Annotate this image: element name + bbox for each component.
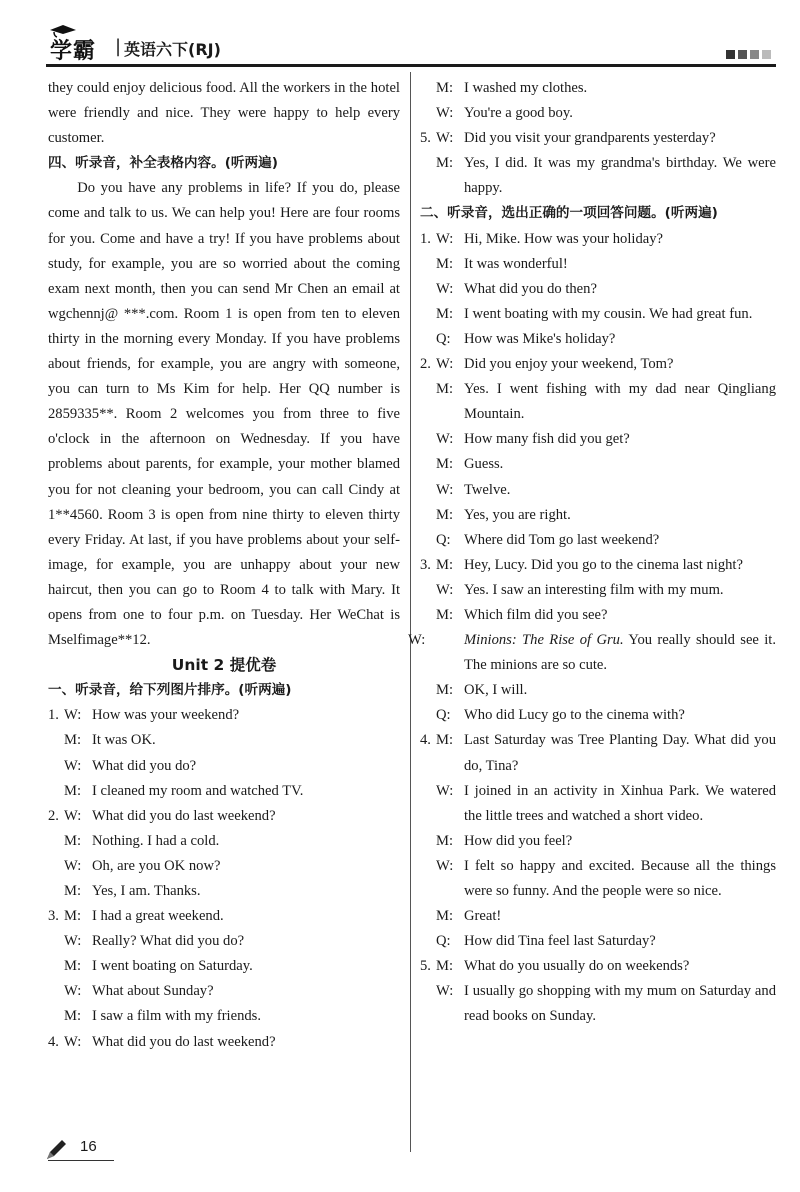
page-number: 16 (80, 1138, 97, 1155)
utterance: What did you do then? (464, 280, 597, 297)
dialog (48, 703, 400, 803)
dialog-line (420, 452, 776, 477)
dialog-list (408, 227, 776, 1030)
speaker: M: (64, 883, 82, 899)
dialog-line (48, 754, 400, 779)
header-block (750, 50, 759, 59)
speaker: W: (436, 782, 454, 799)
line-body (436, 427, 776, 452)
speaker: M: (436, 381, 454, 398)
line-body (436, 101, 776, 126)
speaker: W: (64, 983, 82, 1000)
utterance: I went boating on Saturday. (92, 958, 253, 975)
line-body (436, 528, 776, 553)
speaker: W: (436, 230, 454, 247)
utterance: How was Mike's holiday? (464, 330, 616, 347)
speaker: M: (64, 908, 82, 925)
dialog-line (48, 829, 400, 854)
subject-label: 英语六下(RJ) (124, 40, 221, 59)
line-body (436, 954, 776, 979)
utterance: Who did Lucy go to the cinema with? (464, 707, 685, 724)
dialog-list (48, 703, 400, 1054)
speaker: M: (64, 782, 82, 799)
speaker: W: (64, 857, 82, 874)
speaker: M: (436, 732, 454, 749)
section-heading: 二、听录音，选出正确的一项回答问题。(听两遍) (420, 205, 718, 222)
utterance: Where did Tom go last weekend? (464, 531, 660, 548)
speaker: M: (436, 958, 454, 975)
dialog-line (420, 277, 776, 302)
line-body (436, 478, 776, 503)
dialog-line (48, 954, 400, 979)
utterance: Which film did you see? (464, 606, 608, 623)
dialog-line (48, 929, 400, 954)
line-body (64, 854, 400, 879)
dialog-line (420, 779, 776, 829)
dialog-line (420, 603, 776, 628)
line-body (64, 728, 400, 753)
speaker: M: (64, 1008, 82, 1025)
utterance: How did you feel? (464, 832, 573, 849)
speaker: M: (436, 908, 454, 925)
line-body (436, 678, 776, 703)
speaker: M: (436, 456, 454, 473)
utterance: Last Saturday was Tree Planting Day. What did you do, Tina? (464, 732, 776, 774)
line-body (436, 929, 776, 954)
utterance: I usually go shopping with my mum on Saturday and read books on Sunday. (464, 983, 776, 1025)
dialog-line (420, 528, 776, 553)
line-body (436, 452, 776, 477)
utterance: It was wonderful! (464, 255, 568, 272)
utterance: Yes. I went fishing with my dad near Qingliang Mountain. (464, 381, 776, 423)
speaker: M: (436, 80, 454, 96)
speaker: M: (64, 732, 82, 749)
line-body (64, 804, 400, 829)
dialog-line (420, 678, 776, 703)
utterance: Guess. (464, 456, 504, 473)
paragraph: they could enjoy delicious food. All the workers in the hotel were friendly and nice. They were happy to help every customer. (48, 80, 400, 147)
speaker: W: (436, 581, 454, 598)
dialog-line (420, 227, 776, 252)
header-separator: | (115, 36, 122, 57)
dialog-line (420, 578, 776, 603)
utterance: I went boating with my cousin. We had great fun. (464, 305, 753, 322)
dialog-line (420, 252, 776, 277)
dialog-line (420, 377, 776, 427)
dialog (420, 227, 776, 352)
item-number: 5. (420, 958, 431, 975)
film-title: Minions: The Rise of Gru. (464, 632, 624, 649)
line-body (408, 628, 776, 678)
line-body (436, 703, 776, 728)
speaker: W: (436, 280, 454, 297)
speaker: W: (64, 1033, 82, 1050)
utterance: Did you visit your grandparents yesterday? (464, 130, 716, 147)
line-body (436, 151, 776, 201)
utterance: You really should see it. The minions are so cute. (464, 632, 776, 674)
speaker: W: (436, 857, 454, 874)
speaker: W: (64, 933, 82, 950)
dialog-line (420, 979, 776, 1029)
dialog (48, 804, 400, 904)
utterance: How was your weekend? (92, 707, 240, 724)
utterance: Oh, are you OK now? (92, 857, 221, 874)
speaker: M: (436, 606, 454, 623)
unit-title: Unit 2 提优卷 (171, 656, 277, 675)
utterance: What did you do? (92, 757, 197, 774)
line-body (436, 829, 776, 854)
dialog-line (420, 929, 776, 954)
speaker: W: (64, 707, 82, 724)
line-body (64, 979, 400, 1004)
left-column (48, 76, 400, 1055)
utterance: Hi, Mike. How was your holiday? (464, 230, 664, 247)
dialog-line (420, 126, 776, 151)
dialog-line (48, 1004, 400, 1029)
brand-logo: 学霸 (50, 39, 97, 64)
line-body (64, 703, 400, 728)
line-body (64, 779, 400, 804)
utterance: Great! (464, 908, 502, 925)
speaker: Q: (436, 531, 451, 548)
utterance: Really? What did you do? (92, 933, 245, 950)
utterance: Yes, I did. It was my grandma's birthday. We were happy. (464, 155, 776, 197)
dialog (420, 728, 776, 954)
line-body (64, 904, 400, 929)
dialog-line (48, 904, 400, 929)
dialog-line (420, 553, 776, 578)
utterance: I saw a film with my friends. (92, 1008, 262, 1025)
utterance: I joined in an activity in Xinhua Park. We watered the little trees and watched a short video. (464, 782, 776, 824)
item-number: 1. (48, 707, 59, 724)
dialog-line (48, 703, 400, 728)
speaker: W: (64, 807, 82, 824)
utterance: I had a great weekend. (92, 908, 224, 925)
dialog-line (420, 352, 776, 377)
dialog-line (420, 327, 776, 352)
dialog-line (420, 954, 776, 979)
line-body (436, 252, 776, 277)
dialog-line (420, 478, 776, 503)
utterance: I cleaned my room and watched TV. (92, 782, 304, 799)
speaker: M: (436, 255, 454, 272)
dialog (48, 1030, 400, 1055)
dialog-line (420, 302, 776, 327)
speaker: M: (436, 506, 454, 523)
item-number: 4. (48, 1033, 59, 1050)
dialog-line (420, 427, 776, 452)
speaker: W: (436, 356, 454, 373)
utterance: Nothing. I had a cold. (92, 832, 220, 849)
dialog (48, 904, 400, 1029)
speaker: M: (436, 682, 454, 699)
dialog-line (420, 101, 776, 126)
line-body (436, 578, 776, 603)
speaker: M: (436, 155, 454, 172)
utterance: How many fish did you get? (464, 431, 630, 448)
utterance: What did you do last weekend? (92, 1033, 276, 1050)
line-body (64, 1030, 400, 1055)
speaker: W: (436, 431, 454, 448)
line-body (64, 754, 400, 779)
header-blocks (726, 50, 771, 59)
dialog-line (48, 879, 400, 904)
dialog-continuation (420, 76, 776, 126)
utterance: What did you do last weekend? (92, 807, 276, 824)
pencil-icon (44, 1138, 68, 1162)
utterance: What do you usually do on weekends? (464, 958, 690, 975)
speaker: M: (436, 556, 454, 573)
item-number: 3. (420, 556, 431, 573)
utterance: OK, I will. (464, 682, 528, 699)
line-body (436, 603, 776, 628)
dialog (420, 352, 776, 553)
dialog-line (48, 804, 400, 829)
utterance: Hey, Lucy. Did you go to the cinema last night? (464, 556, 743, 573)
utterance: It was OK. (92, 732, 156, 749)
line-body (436, 503, 776, 528)
utterance: How did Tina feel last Saturday? (464, 933, 656, 950)
line-body (436, 779, 776, 829)
item-number: 5. (420, 130, 431, 147)
line-body (436, 377, 776, 427)
dialog-line (420, 854, 776, 904)
line-body (64, 929, 400, 954)
utterance: What about Sunday? (92, 983, 214, 1000)
speaker: W: (408, 632, 426, 649)
line-body (436, 76, 776, 101)
footer-rule (48, 1160, 114, 1161)
dialog-line (420, 904, 776, 929)
dialog (420, 126, 776, 201)
utterance: Did you enjoy your weekend, Tom? (464, 356, 674, 373)
dialog-line (48, 854, 400, 879)
dialog (408, 553, 776, 729)
dialog-line (420, 151, 776, 201)
line-body (436, 352, 776, 377)
section-heading: 四、听录音，补全表格内容。(听两遍) (48, 155, 278, 172)
line-body (64, 1004, 400, 1029)
dialog (420, 954, 776, 1029)
paragraph: Do you have any problems in life? If you do, please come and talk to us. We can help you! Here are four rooms for you. Come and have a try! If you have problems about study, for example, you are so worried about the coming exam next month, then you can send Mr Chen an email at wgchennj@ ***.com. Room 1 is open from ten to eleven thirty in the morning every Monday. If you have problems about friends, for example, you are angry with someone, you can turn to Ms Kim for help. Her QQ number is 2859335**. Room 2 welcomes you from three to five o'clock in the afternoon on Wednesday. If you have problems about parents, for example, your mother blamed you for not cleaning your bedroom, you can call Cindy at 1**4560. Room 3 is open from nine thirty to eleven thirty every Friday. At last, if you have problems about your self-image, for example, you are unhappy about your new haircut, then you can go to Room 4 to talk with Mary. It opens from one to four p.m. on Tuesday. Her WeChat is Mselfimage**12. (48, 180, 400, 649)
speaker: W: (436, 983, 454, 1000)
line-body (436, 904, 776, 929)
line-body (64, 879, 400, 904)
speaker: W: (64, 757, 82, 774)
utterance: Yes, I am. Thanks. (92, 883, 201, 899)
dialog-list (420, 126, 776, 201)
utterance: Twelve. (464, 481, 511, 498)
utterance: Yes. I saw an interesting film with my mum. (464, 581, 724, 598)
line-body (436, 854, 776, 904)
dialog-line (48, 779, 400, 804)
dialog-line (48, 728, 400, 753)
utterance: I felt so happy and excited. Because all the things were so funny. And the people were so nice. (464, 857, 776, 899)
header-block (726, 50, 735, 59)
speaker: M: (64, 832, 82, 849)
speaker: Q: (436, 330, 451, 347)
speaker: W: (436, 105, 454, 122)
utterance: You're a good boy. (464, 105, 573, 122)
item-number: 2. (420, 356, 431, 373)
item-number: 2. (48, 807, 59, 824)
section-heading: 一、听录音，给下列图片排序。(听两遍) (48, 682, 292, 699)
line-body (436, 277, 776, 302)
column-divider (410, 72, 411, 1152)
speaker: M: (436, 305, 454, 322)
speaker: M: (64, 958, 82, 975)
line-body (436, 728, 776, 778)
line-body (436, 302, 776, 327)
line-body (436, 227, 776, 252)
dialog-line (420, 503, 776, 528)
dialog-line (48, 979, 400, 1004)
page-header (0, 0, 800, 70)
item-number: 1. (420, 230, 431, 247)
utterance: Yes, you are right. (464, 506, 571, 523)
item-number: 3. (48, 908, 59, 925)
header-block (738, 50, 747, 59)
dialog-line (48, 1030, 400, 1055)
header-rule (46, 64, 776, 67)
dialog-line (420, 76, 776, 101)
line-body (64, 829, 400, 854)
speaker: Q: (436, 933, 451, 950)
line-body (64, 954, 400, 979)
right-column (408, 76, 776, 1030)
dialog-line (420, 829, 776, 854)
speaker: M: (436, 832, 454, 849)
speaker: Q: (436, 707, 451, 724)
speaker: W: (436, 481, 454, 498)
dialog-line (408, 628, 776, 678)
dialog-line (420, 703, 776, 728)
line-body (436, 327, 776, 352)
speaker: W: (436, 130, 454, 147)
line-body (436, 979, 776, 1029)
line-body (436, 553, 776, 578)
dialog-line (420, 728, 776, 778)
line-body (436, 126, 776, 151)
header-block (762, 50, 771, 59)
utterance: I washed my clothes. (464, 80, 588, 96)
item-number: 4. (420, 732, 431, 749)
